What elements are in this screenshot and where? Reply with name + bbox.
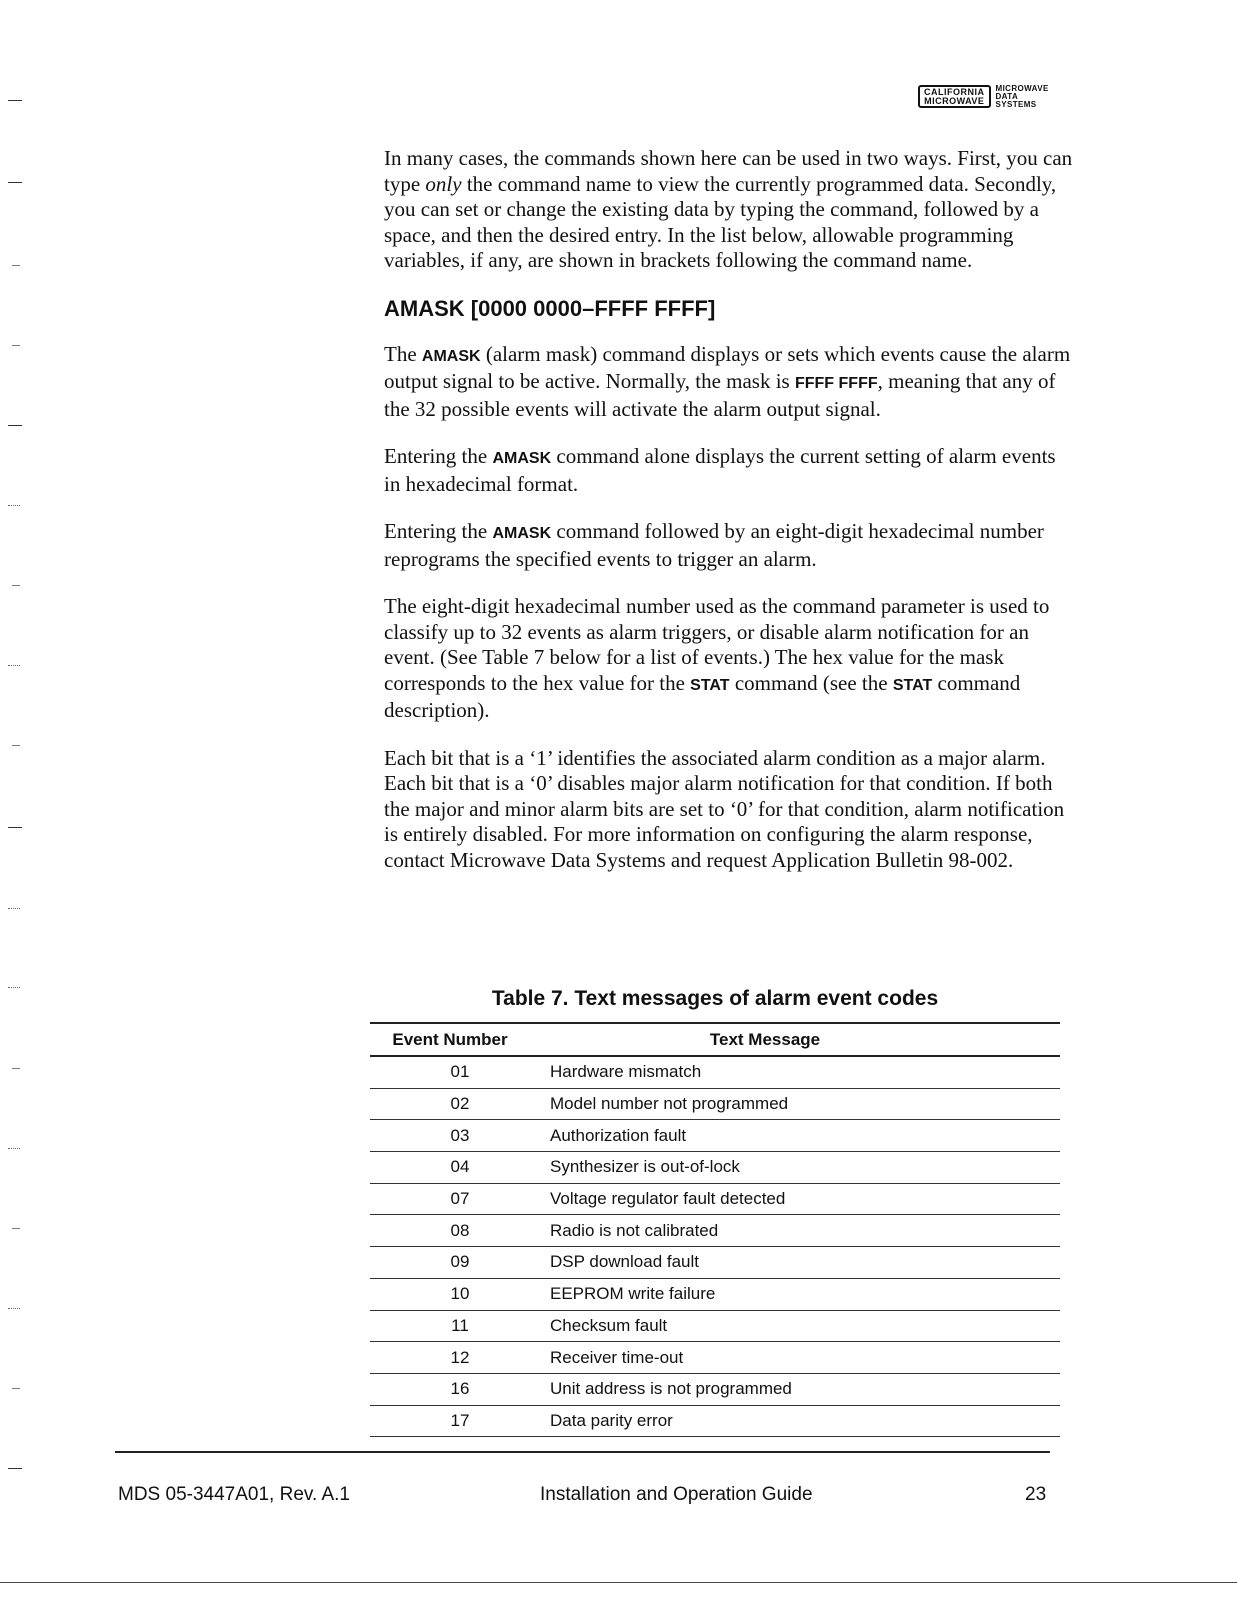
margin-tick [12, 585, 20, 586]
text-message-cell: DSP download fault [550, 1252, 700, 1272]
logo-side-text [996, 85, 1049, 109]
event-number-cell: 08 [450, 1220, 470, 1240]
column-header-text-message: Text Message [709, 1029, 821, 1049]
command-keyword: AMASK [492, 450, 552, 467]
event-number-cell: 07 [450, 1189, 470, 1209]
amask-paragraph-5 [384, 746, 1074, 874]
logo-side-line: DATA [995, 92, 1019, 101]
table-row [370, 1089, 1060, 1121]
table-header [370, 1022, 1060, 1057]
margin-tick [8, 1468, 22, 1469]
text-run: Entering the [384, 444, 493, 468]
amask-paragraph-3 [384, 519, 1074, 572]
text-run: Entering the [384, 519, 493, 543]
text-message-cell: Checksum fault [550, 1315, 668, 1335]
emphasis-text: only [425, 171, 462, 196]
text-message-cell: Synthesizer is out-of-lock [550, 1157, 740, 1177]
text-run: In many cases, the commands shown here can be used in two ways. First, you can type [384, 146, 1073, 196]
text-message-cell: Radio is not calibrated [550, 1220, 719, 1240]
margin-tick [8, 182, 22, 183]
footer-divider [115, 1451, 1050, 1453]
command-keyword: STAT [690, 676, 730, 694]
page-number: 23 [1025, 1484, 1047, 1505]
event-number-cell: 11 [451, 1315, 469, 1335]
event-number-cell: 10 [450, 1284, 470, 1304]
table-row [370, 1057, 1060, 1089]
logo-box [918, 85, 991, 108]
logo-box-line: CALIFORNIA [924, 87, 985, 97]
table-row [370, 1152, 1060, 1184]
event-number-cell: 09 [450, 1252, 470, 1272]
text-message-cell: Hardware mismatch [550, 1062, 702, 1082]
event-number-cell: 17 [450, 1410, 470, 1430]
table-row [370, 1311, 1060, 1343]
amask-paragraph-4 [384, 594, 1074, 724]
page-bottom-edge [0, 1582, 1237, 1583]
table-row [370, 1374, 1060, 1406]
text-run: command alone displays the current setting of alarm events in hexadecimal format. [384, 444, 1056, 496]
logo-side-line: MICROWAVE [995, 84, 1049, 93]
command-keyword: AMASK [492, 525, 552, 542]
alarm-event-table [370, 1022, 1060, 1437]
text-run: (alarm mask) command displays or sets which events cause the alarm output signal to be active. Normally, the mask is [384, 341, 1071, 393]
margin-tick [12, 1388, 20, 1389]
margin-tick [8, 1308, 20, 1309]
event-number-cell: 01 [450, 1062, 470, 1082]
logo-box-line: MICROWAVE [924, 96, 985, 106]
margin-tick [8, 1148, 20, 1149]
margin-tick [12, 745, 20, 746]
margin-tick [8, 665, 20, 666]
text-run: the command name to view the currently programmed data. Secondly, you can set or change the existing data by typing the command, followed by a space, and then the desired entry. In the list below, allowable programming variables, if any, are shown in brackets following the command name. [384, 171, 1057, 272]
margin-tick [12, 1228, 20, 1229]
company-logo [918, 85, 1049, 109]
table-row [370, 1406, 1060, 1438]
amask-paragraph-1 [384, 342, 1074, 423]
text-message-cell: EEPROM write failure [550, 1284, 716, 1304]
column-header-event-number: Event Number [392, 1029, 508, 1049]
margin-tick [8, 425, 22, 426]
margin-tick [8, 827, 22, 828]
command-keyword: AMASK [421, 347, 481, 365]
command-keyword: FFFF FFFF [794, 375, 878, 392]
text-message-cell: Unit address is not programmed [550, 1379, 792, 1399]
table-row [370, 1215, 1060, 1247]
text-run: command followed by an eight-digit hexadecimal number reprograms the specified events to trigger an alarm. [384, 519, 1044, 571]
table-row [370, 1184, 1060, 1216]
table-title: Table 7. Text messages of alarm event codes [491, 987, 939, 1010]
event-number-cell: 04 [450, 1157, 470, 1177]
table-row [370, 1120, 1060, 1152]
margin-tick [8, 908, 20, 909]
margin-tick [8, 505, 20, 506]
amask-paragraph-2 [384, 444, 1074, 497]
section-heading: AMASK [0000 0000–FFFF FFFF] [384, 295, 716, 321]
table-row [370, 1342, 1060, 1374]
event-number-cell: 12 [450, 1347, 470, 1367]
margin-tick [8, 987, 20, 988]
text-run: Each bit that is a ‘1’ identifies the associated alarm condition as a major alarm. Each bit that is a ‘0’ disables major alarm notification for that condition. If both the major and minor alarm bits are set to ‘0’ for that condition, alarm notification is entirely disabled. For more information on configuring the alarm response, contact Microwave Data Systems and request Application Bulletin 98-002. [384, 745, 1065, 872]
intro-paragraph [384, 146, 1074, 274]
footer-guide-title: Installation and Operation Guide [540, 1484, 813, 1505]
text-run: command (see the [729, 670, 893, 695]
text-message-cell: Authorization fault [550, 1125, 687, 1145]
margin-tick [12, 1068, 20, 1069]
text-run: command description). [384, 670, 1021, 722]
command-keyword: STAT [892, 676, 933, 694]
text-message-cell: Model number not programmed [550, 1094, 789, 1114]
table-row [370, 1279, 1060, 1311]
text-run: The eight-digit hexadecimal number used as the command parameter is used to classify up to 32 events as alarm triggers, or disable alarm notification for an event. (See Table 7 below for a list of events.) The hex value for the mask corresponds to the hex value for the [384, 594, 1050, 695]
table-row [370, 1247, 1060, 1279]
event-number-cell: 02 [450, 1094, 470, 1114]
text-message-cell: Receiver time-out [550, 1347, 684, 1367]
text-message-cell: Data parity error [550, 1410, 673, 1430]
margin-tick [12, 345, 20, 346]
margin-tick [8, 100, 22, 101]
main-content [384, 146, 1074, 895]
logo-side-line: SYSTEMS [995, 100, 1037, 109]
event-number-cell: 03 [450, 1125, 470, 1145]
text-run: , meaning that any of the 32 possible events will activate the alarm output signal. [384, 369, 1056, 421]
footer-document-id: MDS 05-3447A01, Rev. A.1 [118, 1484, 350, 1505]
margin-tick [12, 265, 20, 266]
event-number-cell: 16 [450, 1379, 470, 1399]
text-message-cell: Voltage regulator fault detected [550, 1189, 786, 1209]
text-run: The [384, 341, 422, 366]
